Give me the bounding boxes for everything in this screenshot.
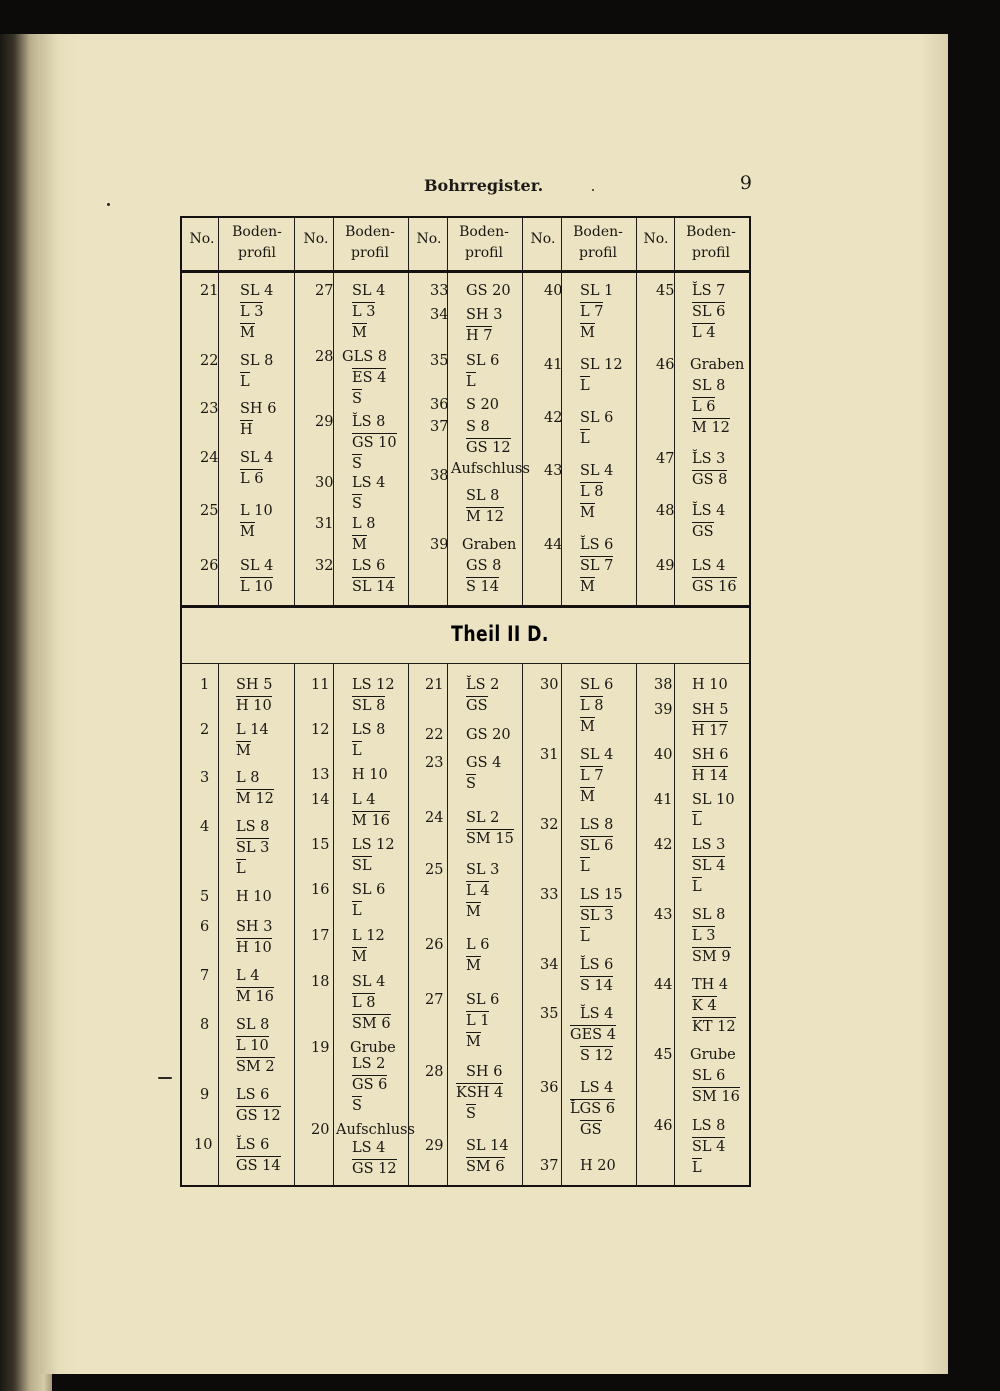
soil-profile-entry: L̆S 4 <box>692 503 726 519</box>
soil-profile-entry: L̆S 4 <box>580 1006 614 1022</box>
soil-profile-entry: L 1 <box>466 1013 490 1029</box>
soil-profile-entry: M 12 <box>692 420 730 436</box>
soil-profile-entry: L̆S 6 <box>580 957 614 973</box>
soil-profile-entry: SL 7 <box>580 558 614 574</box>
boring-number: 46 <box>654 1118 673 1134</box>
soil-profile-entry: M <box>466 958 481 974</box>
boring-number: 23 <box>200 401 219 417</box>
soil-profile-entry: TH 4 <box>692 977 729 993</box>
row-rule <box>181 663 750 664</box>
soil-profile-entry: L 7 <box>580 304 604 320</box>
boring-number: 27 <box>315 283 334 299</box>
soil-profile-entry: M <box>352 949 367 965</box>
boring-number: 14 <box>311 792 330 808</box>
section-title: Theil II D. <box>451 622 549 646</box>
boring-number: 12 <box>311 722 330 738</box>
soil-profile-entry: H 17 <box>692 723 728 739</box>
soil-profile-entry: GS 8 <box>692 472 728 488</box>
soil-profile-entry: L̆GS 6 <box>570 1101 615 1117</box>
soil-profile-entry: SL 6 <box>466 992 500 1008</box>
soil-profile-entry: H <box>240 422 253 438</box>
soil-profile-entry: M <box>580 579 595 595</box>
soil-profile-entry: SL 8 <box>692 378 726 394</box>
soil-profile-entry: L̆S 6 <box>580 537 614 553</box>
column-header-profile: Boden-profil <box>573 224 623 261</box>
boring-number: 41 <box>544 357 563 373</box>
soil-profile-entry: S <box>466 776 476 792</box>
soil-profile-entry: H 10 <box>692 677 728 693</box>
soil-profile-entry: GLS 8 <box>342 349 387 365</box>
column-header-no: No. <box>303 231 329 247</box>
page-header <box>180 172 752 200</box>
soil-profile-entry: M <box>352 537 367 553</box>
soil-profile-entry: S 14 <box>580 978 613 994</box>
soil-profile-entry: LS 6 <box>236 1087 270 1103</box>
boring-number: 3 <box>200 770 210 786</box>
column-rule <box>674 217 675 606</box>
column-rule <box>408 217 409 606</box>
soil-profile-entry: SH 6 <box>692 747 729 763</box>
soil-profile-entry: SL 6 <box>580 677 614 693</box>
soil-profile-entry: M <box>466 1034 481 1050</box>
soil-profile-entry: GS 10 <box>352 435 397 451</box>
soil-profile-entry: LS 8 <box>352 722 386 738</box>
soil-profile-entry: H 14 <box>692 768 728 784</box>
column-header-no: No. <box>530 231 556 247</box>
soil-profile-entry: L 8 <box>352 516 376 532</box>
soil-profile-entry: L <box>352 903 362 919</box>
column-header-no: No. <box>416 231 442 247</box>
soil-profile-entry: LS 4 <box>580 1080 614 1096</box>
soil-profile-entry: L <box>580 431 590 447</box>
soil-profile-entry: SL 8 <box>692 907 726 923</box>
boring-number: 24 <box>200 450 219 466</box>
soil-profile-entry: M 16 <box>236 989 274 1005</box>
soil-profile-entry: SL 12 <box>580 357 623 373</box>
boring-number: 26 <box>200 558 219 574</box>
soil-profile-entry: SL 3 <box>580 908 614 924</box>
soil-profile-entry: GS 20 <box>466 283 511 299</box>
soil-profile-entry: LS 6 <box>352 558 386 574</box>
soil-profile-entry: LS 12 <box>352 837 395 853</box>
soil-profile-entry: Grube <box>350 1040 396 1056</box>
soil-profile-entry: SH 5 <box>692 702 729 718</box>
soil-profile-entry: M <box>236 743 251 759</box>
soil-profile-entry: L 10 <box>240 579 273 595</box>
soil-profile-entry: Graben <box>690 357 745 373</box>
soil-profile-entry: SL 6 <box>580 838 614 854</box>
soil-profile-entry: L 4 <box>236 968 260 984</box>
boring-number: 7 <box>200 968 210 984</box>
soil-profile-entry: L <box>580 859 590 875</box>
soil-profile-entry: S 20 <box>466 397 499 413</box>
soil-profile-entry: M 12 <box>466 509 504 525</box>
soil-profile-entry: SM 6 <box>352 1016 391 1032</box>
column-header-no: No. <box>189 231 215 247</box>
soil-profile-entry: LS 2 <box>352 1056 386 1072</box>
column-rule <box>522 217 523 606</box>
soil-profile-entry: L̆S 3 <box>692 451 726 467</box>
soil-profile-entry: GS <box>692 524 714 540</box>
soil-profile-entry: S <box>352 496 362 512</box>
soil-profile-entry: LS 4 <box>692 558 726 574</box>
soil-profile-entry: LS 4 <box>352 475 386 491</box>
boring-number: 38 <box>430 468 449 484</box>
soil-profile-entry: L 8 <box>580 698 604 714</box>
soil-profile-entry: L <box>692 813 702 829</box>
soil-profile-entry: L̆S 7 <box>692 283 726 299</box>
column-rule <box>447 664 448 1186</box>
boring-number: 4 <box>200 819 210 835</box>
soil-profile-entry: SL 8 <box>352 698 386 714</box>
boring-number: 47 <box>656 451 675 467</box>
soil-profile-entry: SL 6 <box>692 1068 726 1084</box>
soil-profile-entry: Grube <box>690 1047 736 1063</box>
boring-number: 49 <box>656 558 675 574</box>
soil-profile-entry: S 12 <box>580 1048 613 1064</box>
soil-profile-entry: GS 14 <box>236 1158 281 1174</box>
soil-profile-entry: SL 4 <box>352 974 386 990</box>
boring-number: 15 <box>311 837 330 853</box>
boring-number: 28 <box>425 1064 444 1080</box>
boring-number: 39 <box>654 702 673 718</box>
soil-profile-entry: SL 2 <box>466 810 500 826</box>
soil-profile-entry: L 10 <box>236 1038 269 1054</box>
boring-number: 40 <box>654 747 673 763</box>
column-header-profile: Boden-profil <box>686 224 736 261</box>
boring-number: 6 <box>200 919 210 935</box>
boring-number: 16 <box>311 882 330 898</box>
boring-number: 8 <box>200 1017 210 1033</box>
boring-number: 29 <box>315 414 334 430</box>
column-header-profile: Boden-profil <box>459 224 509 261</box>
boring-number: 39 <box>430 537 449 553</box>
column-rule <box>522 664 523 1186</box>
soil-profile-entry: SL <box>352 858 372 874</box>
soil-profile-entry: SM 2 <box>236 1059 275 1075</box>
boring-number: 34 <box>540 957 559 973</box>
soil-profile-entry: S <box>466 1106 476 1122</box>
soil-profile-entry: L̆S 6 <box>236 1137 270 1153</box>
soil-profile-entry: Graben <box>462 537 517 553</box>
soil-profile-entry: SM 9 <box>692 949 731 965</box>
soil-profile-entry: L 4 <box>352 792 376 808</box>
boring-number: 11 <box>311 677 330 693</box>
column-rule <box>333 664 334 1186</box>
boring-number: 23 <box>425 755 444 771</box>
soil-profile-entry: SL 8 <box>236 1017 270 1033</box>
soil-profile-entry: L̆S 8 <box>352 414 386 430</box>
column-header-profile: Boden-profil <box>232 224 282 261</box>
soil-profile-entry: L 8 <box>352 995 376 1011</box>
soil-profile-entry: GS 4 <box>466 755 502 771</box>
boring-number: 36 <box>540 1080 559 1096</box>
soil-profile-entry: SL 4 <box>240 283 274 299</box>
soil-profile-entry: S 8 <box>466 419 490 435</box>
soil-profile-entry: L 3 <box>352 304 376 320</box>
boring-number: 22 <box>425 727 444 743</box>
boring-number: 46 <box>656 357 675 373</box>
boring-number: 45 <box>654 1047 673 1063</box>
soil-profile-entry: GES 4 <box>570 1027 616 1043</box>
boring-number: 5 <box>200 889 210 905</box>
boring-number: 35 <box>540 1006 559 1022</box>
soil-profile-entry: H 10 <box>352 767 388 783</box>
soil-profile-entry: SH 3 <box>466 307 503 323</box>
soil-profile-entry: L <box>692 1160 702 1176</box>
boring-number: 35 <box>430 353 449 369</box>
soil-profile-entry: L <box>352 743 362 759</box>
soil-profile-entry: GS <box>466 698 488 714</box>
soil-profile-entry: SM 6 <box>466 1159 505 1175</box>
soil-profile-entry: H 10 <box>236 940 272 956</box>
soil-profile-entry: KSH 4 <box>456 1085 504 1101</box>
soil-profile-entry: L <box>692 879 702 895</box>
boring-number: 42 <box>654 837 673 853</box>
soil-profile-entry: S <box>352 456 362 472</box>
soil-profile-entry: L 4 <box>466 883 490 899</box>
soil-profile-entry: Aufschluss <box>451 461 530 477</box>
boring-number: 30 <box>540 677 559 693</box>
boring-number: 10 <box>194 1137 213 1153</box>
boring-number: 44 <box>544 537 563 553</box>
column-rule <box>561 664 562 1186</box>
boring-number: 22 <box>200 353 219 369</box>
soil-profile-entry: SL 8 <box>466 488 500 504</box>
soil-profile-entry: SL 14 <box>352 579 395 595</box>
soil-profile-entry: L <box>580 929 590 945</box>
soil-profile-entry: SL 3 <box>236 840 270 856</box>
soil-profile-entry: L 10 <box>240 503 273 519</box>
soil-profile-entry: L 12 <box>352 928 385 944</box>
column-rule <box>218 664 219 1186</box>
soil-profile-entry: L̆S 2 <box>466 677 500 693</box>
soil-profile-entry: LS 12 <box>352 677 395 693</box>
soil-profile-entry: S <box>352 1098 362 1114</box>
boring-number: 26 <box>425 937 444 953</box>
soil-profile-entry: ES 4 <box>352 370 387 386</box>
boring-number: 32 <box>540 817 559 833</box>
soil-profile-entry: H 10 <box>236 698 272 714</box>
boring-number: 2 <box>200 722 210 738</box>
soil-profile-entry: L 6 <box>240 471 264 487</box>
row-rule <box>181 270 750 273</box>
boring-number: 30 <box>315 475 334 491</box>
soil-profile-entry: M 16 <box>352 813 390 829</box>
boring-number: 36 <box>430 397 449 413</box>
boring-number: 34 <box>430 307 449 323</box>
soil-profile-entry: H 10 <box>236 889 272 905</box>
soil-profile-entry: L 8 <box>236 770 260 786</box>
soil-profile-entry: SL 6 <box>466 353 500 369</box>
soil-profile-entry: SL 4 <box>692 1139 726 1155</box>
column-rule <box>674 664 675 1186</box>
boring-number: 33 <box>540 887 559 903</box>
soil-profile-entry: SL 14 <box>466 1138 509 1154</box>
soil-profile-entry: SH 6 <box>466 1064 503 1080</box>
running-title: Bohrregister. <box>424 176 544 195</box>
soil-profile-entry: SL 6 <box>352 882 386 898</box>
boring-number: 29 <box>425 1138 444 1154</box>
soil-profile-entry: SL 4 <box>352 283 386 299</box>
soil-profile-entry: M <box>580 789 595 805</box>
soil-profile-entry: SL 6 <box>580 410 614 426</box>
column-header-no: No. <box>643 231 669 247</box>
column-rule <box>294 664 295 1186</box>
soil-profile-entry: SL 1 <box>580 283 614 299</box>
soil-profile-entry: LS 3 <box>692 837 726 853</box>
soil-profile-entry: GS 8 <box>466 558 502 574</box>
soil-profile-entry: LS 8 <box>236 819 270 835</box>
soil-profile-entry: H 7 <box>466 328 493 344</box>
boring-number: 33 <box>430 283 449 299</box>
soil-profile-entry: SM 15 <box>466 831 514 847</box>
column-rule <box>408 664 409 1186</box>
soil-profile-entry: SH 5 <box>236 677 273 693</box>
boring-number: 31 <box>540 747 559 763</box>
boring-number: 21 <box>200 283 219 299</box>
soil-profile-entry: SL 10 <box>692 792 735 808</box>
boring-number: 41 <box>654 792 673 808</box>
soil-profile-entry: SL 4 <box>580 463 614 479</box>
soil-profile-entry: SH 6 <box>240 401 277 417</box>
soil-profile-entry: LS 15 <box>580 887 623 903</box>
boring-number: 13 <box>311 767 330 783</box>
boring-number: 43 <box>654 907 673 923</box>
soil-profile-entry: SH 3 <box>236 919 273 935</box>
soil-profile-entry: SL 4 <box>692 858 726 874</box>
soil-profile-entry: M <box>466 904 481 920</box>
soil-profile-entry: L 3 <box>692 928 716 944</box>
paper-speck <box>592 189 594 191</box>
boring-number: 44 <box>654 977 673 993</box>
soil-profile-entry: S <box>352 391 362 407</box>
soil-profile-entry: L 3 <box>240 304 264 320</box>
soil-profile-entry: S 14 <box>466 579 499 595</box>
soil-profile-entry: SL 3 <box>466 862 500 878</box>
soil-profile-entry: GS 12 <box>466 440 511 456</box>
column-rule <box>636 664 637 1186</box>
boring-number: 43 <box>544 463 563 479</box>
boring-number: 31 <box>315 516 334 532</box>
boring-number: 19 <box>311 1040 330 1056</box>
boring-number: 45 <box>656 283 675 299</box>
column-rule <box>333 217 334 606</box>
soil-profile-entry: L 14 <box>236 722 269 738</box>
soil-profile-entry: K 4 <box>692 998 717 1014</box>
boring-number: 42 <box>544 410 563 426</box>
paper-speck <box>107 203 110 206</box>
soil-profile-entry: SL 4 <box>240 558 274 574</box>
soil-profile-entry: SL 4 <box>240 450 274 466</box>
soil-profile-entry: L 8 <box>580 484 604 500</box>
soil-profile-entry: M <box>580 719 595 735</box>
soil-profile-entry: GS 12 <box>352 1161 397 1177</box>
soil-profile-entry: LS 8 <box>692 1118 726 1134</box>
boring-number: 38 <box>654 677 673 693</box>
row-rule <box>181 605 750 608</box>
page-number: 9 <box>739 172 752 194</box>
soil-profile-entry: M <box>352 325 367 341</box>
soil-profile-entry: GS 20 <box>466 727 511 743</box>
soil-profile-entry: L 6 <box>692 399 716 415</box>
soil-profile-entry: SL 4 <box>580 747 614 763</box>
boring-number: 18 <box>311 974 330 990</box>
soil-profile-entry: Aufschluss <box>336 1122 415 1138</box>
soil-profile-entry: LS 8 <box>580 817 614 833</box>
soil-profile-entry: L <box>236 861 246 877</box>
soil-profile-entry: M <box>580 505 595 521</box>
boring-number: 27 <box>425 992 444 1008</box>
soil-profile-entry: L 4 <box>692 325 716 341</box>
boring-number: 9 <box>200 1087 210 1103</box>
soil-profile-entry: GS 16 <box>692 579 737 595</box>
boring-number: 37 <box>540 1158 559 1174</box>
boring-number: 17 <box>311 928 330 944</box>
soil-profile-entry: M <box>240 325 255 341</box>
paper-speck <box>158 1077 172 1079</box>
boring-number: 28 <box>315 349 334 365</box>
soil-profile-entry: LS 4 <box>352 1140 386 1156</box>
column-rule <box>636 217 637 606</box>
soil-profile-entry: L <box>466 374 476 390</box>
boring-number: 48 <box>656 503 675 519</box>
column-rule <box>294 217 295 606</box>
boring-number: 20 <box>311 1122 330 1138</box>
soil-profile-entry: GS <box>580 1122 602 1138</box>
soil-profile-entry: L 6 <box>466 937 490 953</box>
soil-profile-entry: SL 8 <box>240 353 274 369</box>
soil-profile-entry: SM 16 <box>692 1089 740 1105</box>
soil-profile-entry: GS 6 <box>352 1077 388 1093</box>
soil-profile-entry: KT 12 <box>692 1019 736 1035</box>
soil-profile-entry: H 20 <box>580 1158 616 1174</box>
soil-profile-entry: M 12 <box>236 791 274 807</box>
column-header-profile: Boden-profil <box>345 224 395 261</box>
soil-profile-entry: L 7 <box>580 768 604 784</box>
soil-profile-entry: M <box>580 325 595 341</box>
soil-profile-entry: L <box>240 374 250 390</box>
boring-number: 25 <box>200 503 219 519</box>
soil-profile-entry: SL 6 <box>692 304 726 320</box>
boring-number: 25 <box>425 862 444 878</box>
soil-profile-entry: M <box>240 524 255 540</box>
soil-profile-entry: L <box>580 378 590 394</box>
soil-profile-entry: GS 12 <box>236 1108 281 1124</box>
boring-number: 37 <box>430 419 449 435</box>
boring-number: 32 <box>315 558 334 574</box>
boring-number: 40 <box>544 283 563 299</box>
boring-number: 24 <box>425 810 444 826</box>
boring-number: 1 <box>200 677 210 693</box>
boring-number: 21 <box>425 677 444 693</box>
